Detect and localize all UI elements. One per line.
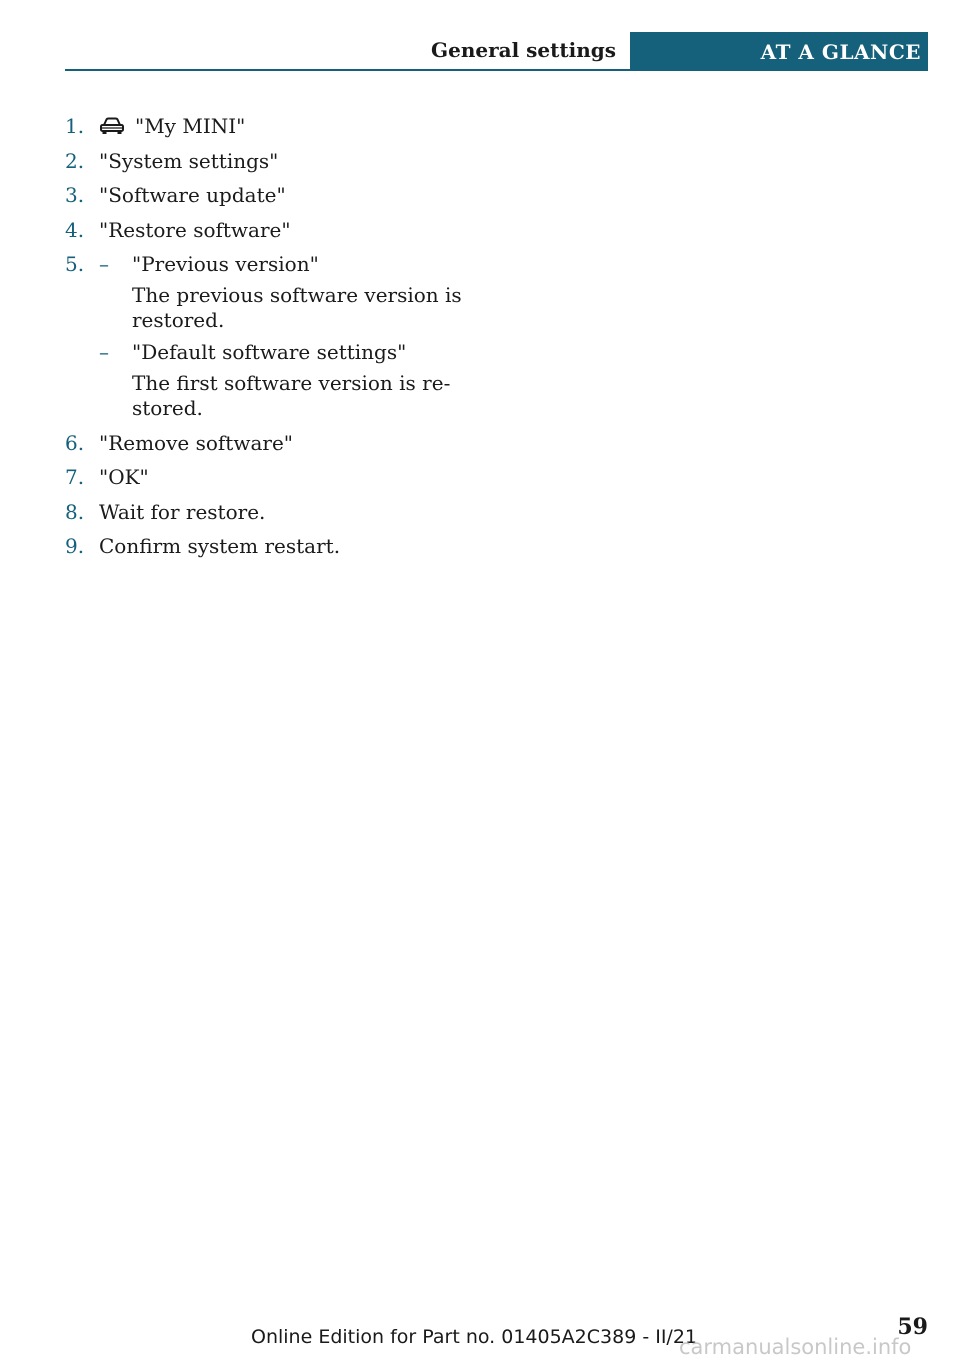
header-rule <box>65 69 928 71</box>
step-number: 7. <box>65 465 85 489</box>
sub-option-label: "Default software settings" <box>132 340 407 364</box>
watermark: carmanualsonline.info <box>679 1335 912 1359</box>
step-item <box>65 218 485 243</box>
step-item <box>65 534 485 559</box>
sub-option-label: "Previous version" <box>132 252 319 276</box>
sub-option <box>99 340 485 421</box>
step-item <box>65 465 485 490</box>
step-item <box>65 114 485 139</box>
step-text: "System settings" <box>99 148 279 173</box>
step-text: Wait for restore. <box>99 499 266 524</box>
edition-footer: Online Edition for Part no. 01405A2C389 - II/21 <box>251 1326 698 1348</box>
sub-option <box>99 252 485 333</box>
section-tab: AT A GLANCE <box>630 32 928 71</box>
page-header <box>65 32 928 71</box>
step-text: "Remove software" <box>99 430 293 455</box>
step-number: 3. <box>65 183 85 207</box>
step-item <box>65 500 485 525</box>
step-number: 6. <box>65 430 85 455</box>
step-text: "Restore software" <box>99 217 291 242</box>
step-number: 1. <box>65 114 85 138</box>
sub-option-description: The previous software version is restored. <box>132 283 462 332</box>
page-number: 59 <box>897 1314 928 1340</box>
chapter-title: General settings <box>431 38 616 62</box>
step-number: 8. <box>65 499 85 524</box>
step-text: Confirm system restart. <box>99 534 341 558</box>
step-item <box>65 252 485 421</box>
step-text: "OK" <box>99 465 149 489</box>
step-number: 4. <box>65 217 85 242</box>
car-icon <box>99 116 125 136</box>
step-number: 9. <box>65 534 85 558</box>
step-text: "My MINI" <box>135 114 246 138</box>
sub-option-description: The first software version is restored. <box>132 371 451 420</box>
sub-bullet: – <box>99 252 109 276</box>
step-item <box>65 431 485 456</box>
step-number: 5. <box>65 252 85 276</box>
step-text: "Software update" <box>99 183 286 207</box>
step-list <box>65 114 485 569</box>
step-number: 2. <box>65 148 85 173</box>
sub-bullet: – <box>99 340 109 364</box>
step-item <box>65 149 485 174</box>
step-item <box>65 183 485 208</box>
